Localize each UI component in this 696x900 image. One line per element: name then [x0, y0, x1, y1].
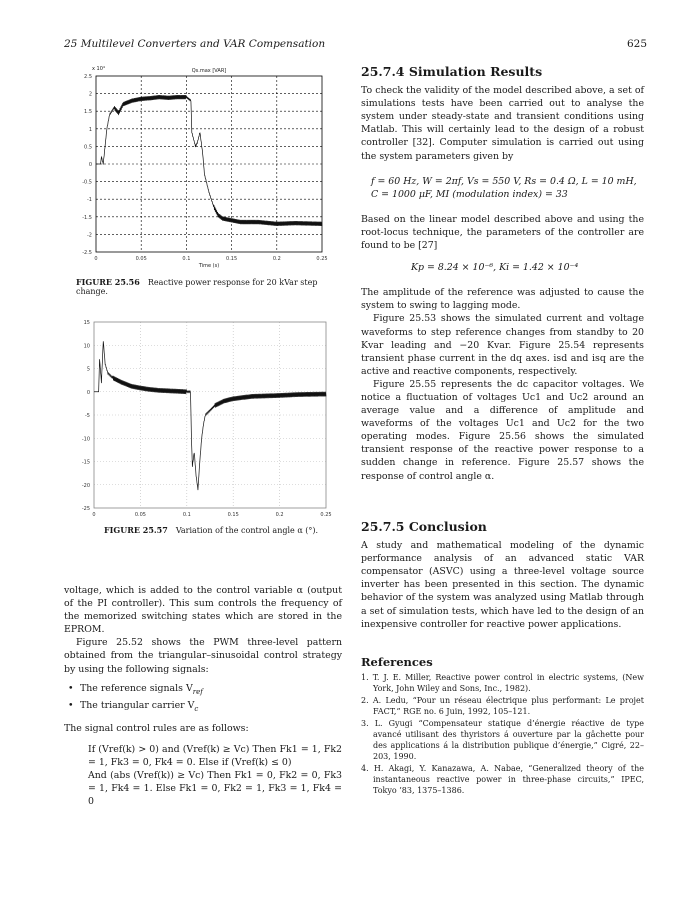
x-tick-label: 0	[92, 512, 96, 518]
y-tick-label: -1	[87, 197, 92, 204]
sim-paragraph-5: Figure 25.55 represents the dc capacitor voltages. We notice a fluctuation of voltages Uc1 and Uc2 around an average value and a difference of amplitude and waveforms of the voltages Uc1 and Uc2 for the two operating modes. Figure 25.56 shows the simulated transient response of the reactive power response to a sudden change in reference. Figure 25.57 shows the response of control angle α.	[361, 378, 644, 482]
x-tick-label: 0.1	[182, 256, 191, 262]
y-tick-label: -2.5	[82, 250, 92, 256]
y-tick-label: -20	[81, 482, 90, 489]
control-rules	[64, 743, 342, 808]
y-tick-label: -1.5	[82, 214, 92, 221]
y-tick-label: -0.5	[82, 179, 92, 186]
conclusion-section	[361, 520, 644, 631]
signal-list	[64, 682, 342, 716]
y-tick-label: 15	[83, 320, 90, 326]
sim-paragraph-1: To check the validity of the model described above, a set of simulations tests have been carried out to analyse the system under steady-state and transient conditions using Matlab. This will certainly lead to the design of a robust controller [32]. Computer simulation is carried out using the system parameters given by	[361, 85, 644, 162]
reference-item: 1. T. J. E. Miller, Reactive power control in electric systems, (New York, John Wiley and Sons, Inc., 1982).	[361, 673, 644, 694]
x-tick-label: 0.2	[272, 256, 281, 262]
figure-56-caption-label: FIGURE 25.56	[76, 277, 140, 287]
list-item: • The triangular carrier $V_c$	[64, 699, 342, 716]
figure-57-caption-text: Variation of the control angle α (°).	[175, 526, 319, 535]
section-heading-simulation: 25.7.4 Simulation Results	[361, 64, 543, 79]
reference-item: 2. A. Ledu, “Pour un réseau électrique plus performant: Le projet FACT,” RGE no. 6 Juin, 1992, 105–121.	[361, 696, 644, 717]
left-column-text	[64, 584, 342, 808]
x-axis-label: Time (s)	[198, 263, 220, 269]
sim-paragraph-3: The amplitude of the reference was adjusted to cause the system to swing to lagging mode.	[361, 287, 644, 312]
sim-paragraph-2: Based on the linear model described above and using the root-locus technique, the parameters of the controller are found to be [27]	[361, 213, 644, 252]
rule-1: If (Vref(k) > 0) and (Vref(k) ≥ Vc) Then Fk1 = 1, Fk2 = 1, Fk3 = 0, Fk4 = 0. Else if (Vref(k) ≤ 0)	[88, 743, 342, 768]
x-tick-label: 0.25	[316, 256, 328, 262]
y-tick-label: 1	[88, 126, 92, 133]
figure-57-caption	[104, 525, 344, 535]
y-tick-label: -10	[81, 436, 90, 443]
x-tick-label: 0.2	[275, 512, 284, 518]
equation-gains: Kp = 8.24 × 10⁻⁶, Ki = 1.42 × 10⁻⁴	[411, 262, 579, 274]
x-tick-label: 0.25	[320, 512, 332, 518]
references-list	[361, 672, 644, 796]
references-section	[361, 656, 644, 797]
list-item: • The reference signals $V_{ref}$	[64, 682, 342, 699]
figure-56-chart	[64, 62, 344, 272]
y-tick-label: 0	[88, 162, 92, 168]
y-tick-label: 2	[88, 91, 92, 98]
y-tick-label: -2	[87, 232, 92, 239]
page-number: 625	[627, 38, 648, 50]
references-heading: References	[361, 655, 433, 669]
x-tick-label: 0.15	[226, 256, 238, 262]
figure-57-caption-label: FIGURE 25.57	[104, 525, 168, 535]
figure-56-caption	[76, 277, 346, 296]
plot-frame	[94, 322, 326, 508]
y-tick-label: 5	[86, 366, 90, 373]
chart-title: Qs.max [VAR]	[191, 68, 227, 74]
left-paragraph-1: voltage, which is added to the control variable α (output of the PI controller). This sum controls the frequency of the memorized switching states which are stored in the EPROM.	[64, 585, 342, 636]
x-tick-label: 0	[94, 256, 98, 262]
x-tick-label: 0.1	[182, 512, 191, 518]
y-tick-label: -5	[85, 413, 90, 419]
section-heading-conclusion: 25.7.5 Conclusion	[361, 519, 487, 534]
reference-item: 4. H. Akagi, Y. Kanazawa, A. Nabae, “Generalized theory of the instantaneous reactive power in three-phase circuits,” IPEC, Tokyo ’83, 1375–1386.	[361, 764, 644, 796]
y-tick-label: -15	[81, 459, 90, 466]
equation-parameters-2: C = 1000 μF, MI (modulation index) = 33	[371, 188, 568, 200]
left-paragraph-2: Figure 25.52 shows the PWM three-level pattern obtained from the triangular–sinusoidal control strategy by using the following signals:	[64, 637, 342, 675]
data-series-line	[94, 341, 326, 490]
y-tick-label: -25	[81, 506, 90, 512]
equation-parameters-1: f = 60 Hz, W = 2πf, Vs = 550 V, Rs = 0.4 Ω, L = 10 mH,	[371, 175, 637, 187]
y-tick-label: 1.5	[84, 109, 92, 116]
x-tick-label: 0.05	[135, 256, 147, 262]
rule-2: And (abs (Vref(k)) ≥ Vc) Then Fk1 = 0, Fk2 = 0, Fk3 = 1, Fk4 = 1. Else Fk1 = 0, Fk2 = 1, Fk3 = 1, Fk4 = 0	[88, 769, 342, 808]
left-paragraph-3: The signal control rules are as follows:	[64, 722, 249, 734]
simulation-section	[361, 65, 644, 483]
figure-57-chart	[74, 312, 344, 522]
data-series-line	[96, 95, 322, 226]
y-tick-label: 0	[86, 389, 90, 396]
y-tick-label: 2.5	[84, 74, 92, 80]
figure-56-caption-text: Reactive power response for 20 kVar step change.	[76, 278, 318, 296]
conclusion-paragraph: A study and mathematical modeling of the dynamic performance analysis of an advanced static VAR compensator (ASVC) using a three-level voltage source inverter has been presented in this section. The dynamic behavior of the system was analyzed using Matlab through a set of simulation tests, which have led to the design of an inexpensive controller for reactive power applications.	[361, 540, 644, 630]
running-header: 25 Multilevel Converters and VAR Compensation	[64, 38, 326, 50]
sim-paragraph-4: Figure 25.53 shows the simulated current and voltage waveforms to step reference changes from standby to 20 Kvar leading and −20 Kvar. Figure 25.54 represents transient phase current in the dq axes. isd and isq are the active and reactive components, respectively.	[361, 313, 644, 377]
x-tick-label: 0.15	[227, 512, 239, 518]
reference-item: 3. L. Gyugi “Compensateur statique d’énergie réactive de type avancé utilisant des thyristors á ouverture par la gâchette pour des applications á la distribution publique d’énergie,” Cigré, 22–203, 1990.	[361, 719, 644, 762]
y-tick-label: 10	[83, 343, 90, 350]
x-tick-label: 0.05	[134, 512, 146, 518]
y-tick-label: 0.5	[84, 144, 92, 151]
y-exponent-label: x 10⁴	[92, 66, 105, 72]
